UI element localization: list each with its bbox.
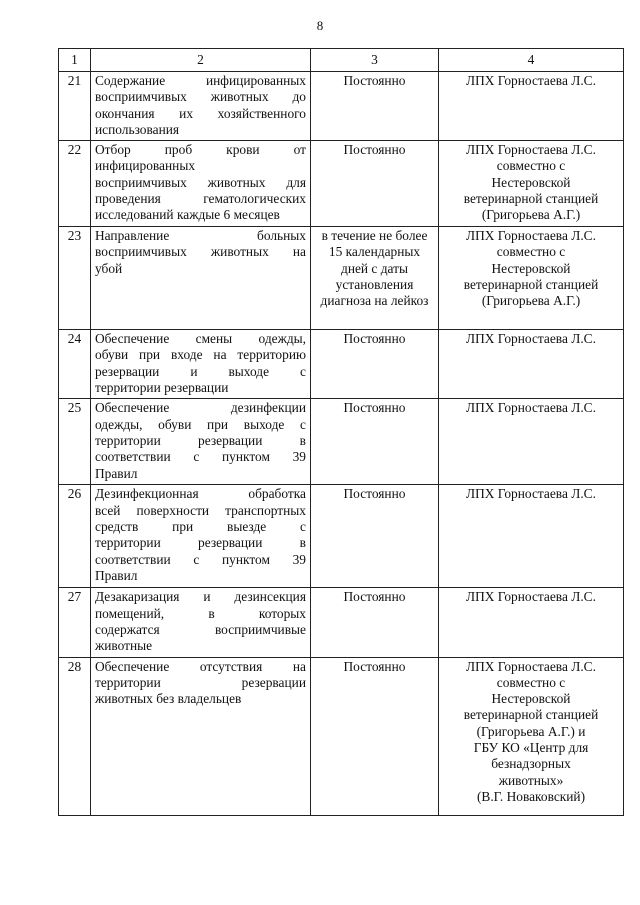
measure-cell-line: проведения гематологических xyxy=(95,191,306,207)
measure-cell-line: помещений, в которых xyxy=(95,605,306,621)
term-cell-line: Постоянно xyxy=(343,400,406,416)
term-cell-line: дней с даты xyxy=(341,260,408,276)
measures-table xyxy=(58,48,624,816)
column-header-3: 3 xyxy=(311,49,439,72)
term-cell-line: Постоянно xyxy=(343,589,406,605)
measure-cell-line: соответствии с пунктом 39 xyxy=(95,551,306,567)
table-row xyxy=(59,72,624,141)
executor-cell-line: ЛПХ Горностаева Л.С. xyxy=(466,142,596,158)
executor-cell-line: Нестеровской xyxy=(491,174,571,190)
measure-cell-line: Обеспечение отсутствия на xyxy=(95,658,306,674)
page-number: 8 xyxy=(316,18,324,33)
executor-cell xyxy=(439,141,624,227)
measure-cell-line: обуви при входе на территорию xyxy=(95,347,306,363)
measure-cell-line: восприимчивых животных на xyxy=(95,244,306,260)
term-cell xyxy=(311,330,439,399)
measure-cell xyxy=(91,141,311,227)
term-cell-line: Постоянно xyxy=(343,142,406,158)
executor-cell-line: (В.Г. Новаковский) xyxy=(476,788,586,804)
executor-cell-line: животных» xyxy=(498,772,564,788)
row-number: 27 xyxy=(59,588,91,657)
executor-cell-line: совместно с xyxy=(496,244,566,260)
measure-cell-line: соответствии с пунктом 39 xyxy=(95,449,306,465)
measure-cell-line: всей поверхности транспортных xyxy=(95,502,306,518)
executor-cell-line: Нестеровской xyxy=(491,260,571,276)
measure-cell-line: Обеспечение дезинфекции xyxy=(95,400,306,416)
term-cell xyxy=(311,485,439,588)
row-number: 24 xyxy=(59,330,91,399)
term-cell-line: Постоянно xyxy=(343,658,406,674)
row-number: 26 xyxy=(59,485,91,588)
term-cell-line: установления xyxy=(335,277,414,293)
row-number: 28 xyxy=(59,657,91,815)
executor-cell-line: совместно с xyxy=(496,158,566,174)
column-header-2: 2 xyxy=(91,49,311,72)
measure-cell-line: животные xyxy=(95,638,153,654)
executor-cell-line: (Григорьева А.Г.) и xyxy=(476,723,586,739)
executor-cell-line: совместно с xyxy=(496,674,566,690)
measure-cell-line: территории резервации xyxy=(95,674,306,690)
table-row xyxy=(59,227,624,330)
executor-cell xyxy=(439,485,624,588)
table-row xyxy=(59,399,624,485)
measure-cell-line: Правил xyxy=(95,567,138,583)
measure-cell-line: Правил xyxy=(95,465,138,481)
measure-cell xyxy=(91,588,311,657)
term-cell xyxy=(311,141,439,227)
executor-cell xyxy=(439,588,624,657)
executor-cell-line: ветеринарной станцией xyxy=(463,191,599,207)
measure-cell-line: животных без владельцев xyxy=(95,691,242,707)
term-cell-line: Постоянно xyxy=(343,486,406,502)
term-cell-line: Постоянно xyxy=(343,331,406,347)
column-header-4: 4 xyxy=(439,49,624,72)
measure-cell-line: Дезакаризация и дезинсекция xyxy=(95,589,306,605)
measure-cell-line: восприимчивых животных для xyxy=(95,174,306,190)
executor-cell-line: ЛПХ Горностаева Л.С. xyxy=(466,589,596,605)
executor-cell-line: ГБУ КО «Центр для xyxy=(473,740,589,756)
measure-cell-line: территории резервации в xyxy=(95,432,306,448)
row-number: 25 xyxy=(59,399,91,485)
measure-cell-line: окончания их хозяйственного xyxy=(95,105,306,121)
measure-cell xyxy=(91,399,311,485)
measure-cell-line: содержатся восприимчивые xyxy=(95,621,306,637)
measure-cell-line: Обеспечение смены одежды, xyxy=(95,331,306,347)
table-row xyxy=(59,657,624,815)
executor-cell-line: (Григорьева А.Г.) xyxy=(481,293,581,309)
measure-cell-line: использования xyxy=(95,121,180,137)
term-cell-line: в течение не более xyxy=(321,228,428,244)
term-cell xyxy=(311,657,439,815)
measure-cell xyxy=(91,330,311,399)
executor-cell-line: ветеринарной станцией xyxy=(463,277,599,293)
measure-cell-line: Содержание инфицированных xyxy=(95,73,306,88)
measure-cell-line: средств при выезде с xyxy=(95,518,306,534)
executor-cell-line: ЛПХ Горностаева Л.С. xyxy=(466,658,596,674)
measure-cell-line: территории резервации xyxy=(95,380,229,396)
measure-cell-line: Отбор проб крови от xyxy=(95,142,306,158)
column-header-1: 1 xyxy=(59,49,91,72)
term-cell-line: диагноза на лейкоз xyxy=(320,293,429,309)
executor-cell xyxy=(439,227,624,330)
row-number: 23 xyxy=(59,227,91,330)
measure-cell xyxy=(91,72,311,141)
row-number: 22 xyxy=(59,141,91,227)
executor-cell xyxy=(439,72,624,141)
measure-cell xyxy=(91,657,311,815)
executor-cell xyxy=(439,399,624,485)
measure-cell-line: резервации и выходе с xyxy=(95,363,306,379)
term-cell xyxy=(311,227,439,330)
executor-cell-line: ветеринарной станцией xyxy=(463,707,599,723)
measure-cell-line: одежды, обуви при выходе с xyxy=(95,416,306,432)
table-body xyxy=(59,72,624,816)
term-cell xyxy=(311,588,439,657)
measure-cell-line: территории резервации в xyxy=(95,535,306,551)
table-header-row xyxy=(59,49,624,72)
measure-cell-line: Дезинфекционная обработка xyxy=(95,486,306,502)
table-row xyxy=(59,485,624,588)
measure-cell xyxy=(91,227,311,330)
table-row xyxy=(59,588,624,657)
executor-cell-line: ЛПХ Горностаева Л.С. xyxy=(466,331,596,347)
measure-cell xyxy=(91,485,311,588)
executor-cell-line: ЛПХ Горностаева Л.С. xyxy=(466,400,596,416)
term-cell xyxy=(311,399,439,485)
table-row xyxy=(59,330,624,399)
executor-cell xyxy=(439,657,624,815)
term-cell-line: 15 календарных xyxy=(328,244,421,260)
measure-cell-line: восприимчивых животных до xyxy=(95,89,306,105)
executor-cell-line: Нестеровской xyxy=(491,691,571,707)
executor-cell-line: ЛПХ Горностаева Л.С. xyxy=(466,228,596,244)
term-cell-line: Постоянно xyxy=(343,73,406,88)
executor-cell-line: (Григорьева А.Г.) xyxy=(481,207,581,223)
row-number: 21 xyxy=(59,72,91,141)
measure-cell-line: исследований каждые 6 месяцев xyxy=(95,207,280,223)
executor-cell-line: безнадзорных xyxy=(491,756,571,772)
measure-cell-line: убой xyxy=(95,260,123,276)
executor-cell xyxy=(439,330,624,399)
measure-cell-line: Направление больных xyxy=(95,228,306,244)
measure-cell-line: инфицированных xyxy=(95,158,196,174)
table-row xyxy=(59,141,624,227)
executor-cell-line: ЛПХ Горностаева Л.С. xyxy=(466,486,596,502)
term-cell xyxy=(311,72,439,141)
executor-cell-line: ЛПХ Горностаева Л.С. xyxy=(466,73,596,88)
